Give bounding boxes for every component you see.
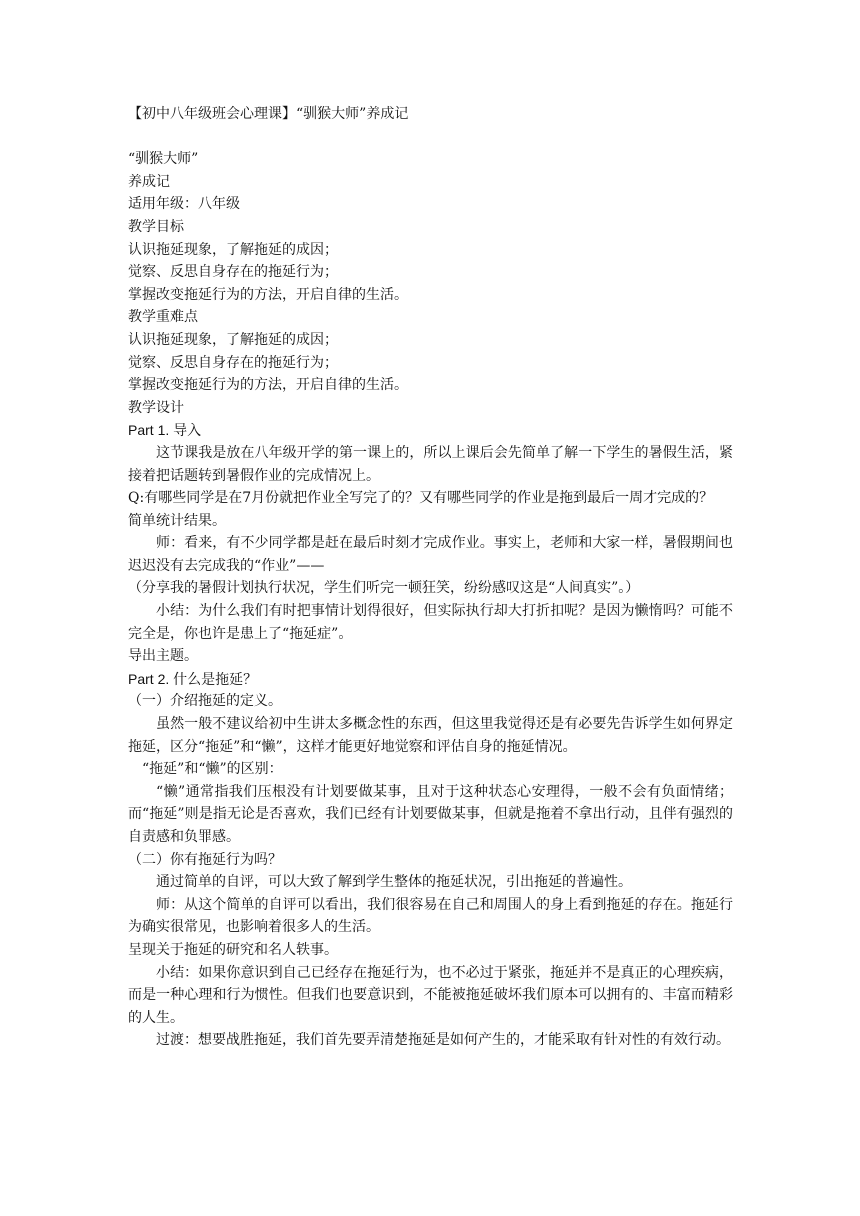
objective-item: 觉察、反思自身存在的拖延行为； — [128, 264, 338, 281]
part1-question: Q:有哪些同学是在7月份就把作业全写完了的？又有哪些同学的作业是拖到最后一周才完成的？ — [128, 490, 714, 507]
design-heading: 教学设计 — [128, 399, 184, 416]
key-points-heading: 教学重难点 — [128, 309, 198, 326]
part2-teacher-paragraph: 师：从这个简单的自评可以看出，我们很容易在自己和周围人的身上看到拖延的存在。拖延行为确实很常见，也影响着很多人的生活。 — [128, 896, 733, 936]
heading-line-1: “驯猴大师” — [128, 151, 199, 168]
part1-share: （分享我的暑假计划执行状况，学生们听完一顿狂笑，纷纷感叹这是“人间真实”。） — [128, 580, 640, 597]
part2-transition-paragraph: 过渡：想要战胜拖延，我们首先要弄清楚拖延是如何产生的，才能采取有针对性的有效行动。 — [156, 1032, 730, 1049]
part2-summary-paragraph: 小结：如果你意识到自己已经存在拖延行为，也不必过于紧张，拖延并不是真正的心理疾病，而是一种心理和行为惯性。但我们也要意识到，不能被拖延破坏我们原本可以拥有的、丰富而精彩的人生。 — [128, 964, 733, 1026]
objective-item: 掌握改变拖延行为的方法，开启自律的生活。 — [128, 286, 408, 303]
part1-heading: Part 1. 导入 — [128, 422, 202, 439]
part2-subheading-2: （二）你有拖延行为吗？ — [128, 851, 282, 868]
objectives-heading: 教学目标 — [128, 218, 184, 235]
objective-item: 认识拖延现象，了解拖延的成因； — [128, 241, 338, 258]
part2-difference-heading: “拖延”和“懒”的区别： — [142, 761, 283, 778]
part1-teacher-paragraph: 师：看来，有不少同学都是赶在最后时刻才完成作业。事实上，老师和大家一样，暑假期间也迟迟没有去完成我的“作业”—— — [128, 535, 733, 574]
part2-definition-paragraph: 虽然一般不建议给初中生讲太多概念性的东西，但这里我觉得还是有必要先告诉学生如何界定拖延，区分“拖延”和“懒”，这样才能更好地觉察和评估自身的拖延情况。 — [128, 716, 733, 755]
document-body — [128, 103, 733, 1052]
part2-research: 呈现关于拖延的研究和名人轶事。 — [128, 941, 338, 958]
document-title: 【初中八年级班会心理课】“驯猴大师”养成记 — [128, 106, 409, 122]
part2-subheading-1: （一）介绍拖延的定义。 — [128, 693, 282, 710]
part2-self-eval-paragraph: 通过简单的自评，可以大致了解到学生整体的拖延状况，引出拖延的普遍性。 — [156, 874, 632, 891]
grade-line: 适用年级：八年级 — [128, 196, 240, 213]
key-point-item: 认识拖延现象，了解拖延的成因； — [128, 331, 338, 348]
part2-difference-paragraph: “懒”通常指我们压根没有计划要做某事，且对于这种状态心安理得，一般不会有负面情绪；而“拖延”则是指无论是否喜欢，我们已经有计划要做某事，但就是拖着不拿出行动，且伴有强烈的自责感和负罪感。 — [128, 783, 733, 845]
heading-line-2: 养成记 — [128, 173, 170, 190]
part2-heading: Part 2. 什么是拖延？ — [128, 670, 258, 687]
key-point-item: 掌握改变拖延行为的方法，开启自律的生活。 — [128, 377, 408, 394]
part1-summary-paragraph: 小结：为什么我们有时把事情计划得很好，但实际执行却大打折扣呢？是因为懒惰吗？可能不完全是，你也许是患上了“拖延症”。 — [128, 603, 733, 642]
part1-topic: 导出主题。 — [128, 648, 198, 665]
part1-intro-paragraph: 这节课我是放在八年级开学的第一课上的，所以上课后会先简单了解一下学生的暑假生活，紧接着把话题转到暑假作业的完成情况上。 — [128, 444, 733, 484]
key-point-item: 觉察、反思自身存在的拖延行为； — [128, 354, 338, 371]
part1-stats: 简单统计结果。 — [128, 512, 226, 529]
